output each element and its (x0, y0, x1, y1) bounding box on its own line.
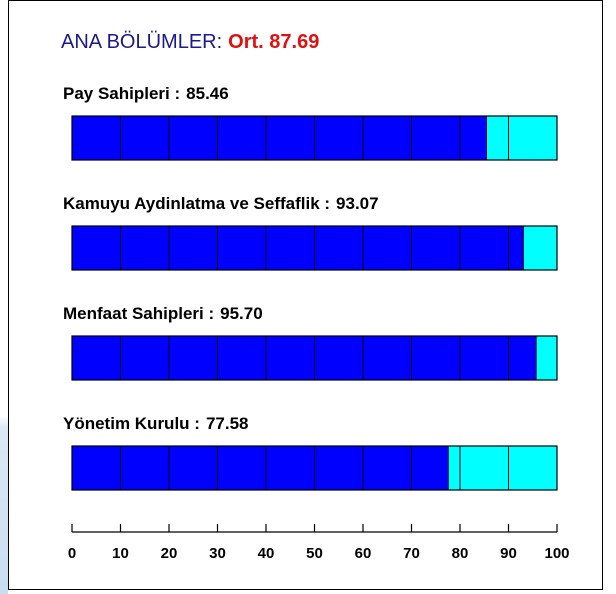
x-axis-tick-label: 60 (354, 545, 372, 562)
category-value-label: 77.58 (205, 414, 249, 433)
average-score: Ort. 87.69 (228, 31, 320, 53)
x-axis-tick-label: 10 (112, 545, 129, 562)
category-name: Yönetim Kurulu : (63, 414, 200, 433)
bar-value-fill (72, 116, 486, 160)
bar-remainder-fill (523, 226, 557, 270)
x-axis-tick-label: 70 (403, 545, 420, 562)
bar-remainder-fill (448, 446, 557, 490)
x-axis-tick-label: 100 (544, 545, 570, 562)
x-axis-tick-label: 30 (209, 545, 226, 562)
x-axis-tick-label: 90 (500, 545, 517, 562)
x-axis-tick-label: 0 (67, 545, 77, 562)
bar-remainder-fill (536, 336, 557, 380)
x-axis-tick-label: 20 (160, 545, 178, 562)
bar-value-fill (72, 446, 448, 490)
x-axis-tick-label: 50 (306, 545, 323, 562)
x-axis-tick-label: 40 (257, 545, 275, 562)
bar-value-fill (72, 226, 523, 270)
category-value-label: 95.70 (220, 304, 263, 323)
category-name: Menfaat Sahipleri : (63, 304, 215, 323)
bar-value-fill (72, 336, 536, 380)
category-value-label: 85.46 (186, 84, 229, 103)
category-name: Pay Sahipleri : (63, 84, 181, 103)
category-value-label: 93.07 (336, 194, 379, 213)
bar-remainder-fill (486, 116, 557, 160)
x-axis-tick-label: 80 (451, 545, 469, 562)
category-name: Kamuyu Aydinlatma ve Seffaflik : (63, 194, 331, 213)
chart-title: ANA BÖLÜMLER: (61, 31, 223, 53)
